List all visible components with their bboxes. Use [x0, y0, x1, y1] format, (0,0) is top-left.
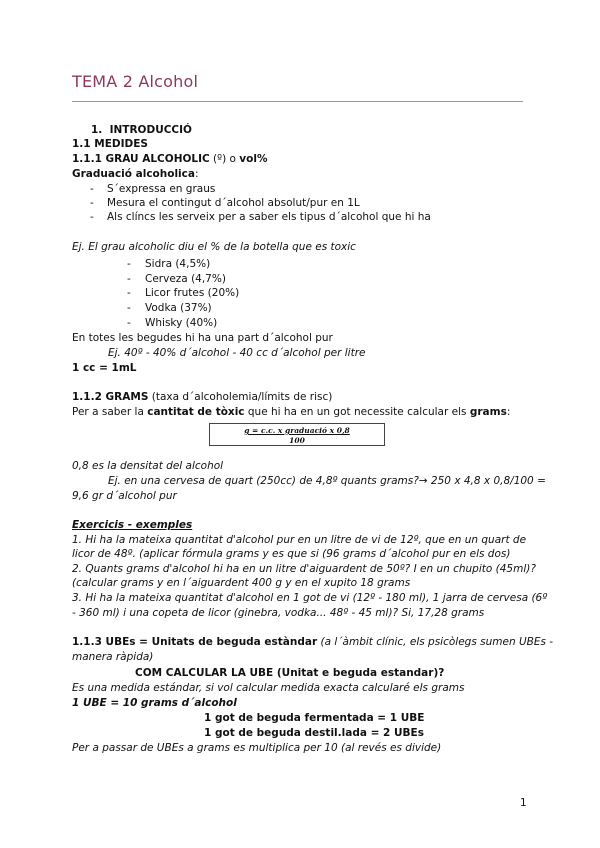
densitat-text: 0,8 es la densitat del alcohol: [72, 460, 224, 472]
grams-line-a: Per a saber la: [72, 406, 148, 418]
list-item: Als clíncs les serveix per a saber els tipus d´alcohol que hi ha: [107, 211, 431, 223]
fermentada-text: 1 got de beguda fermentada = 1 UBE: [204, 712, 425, 724]
page-number: 1: [520, 797, 527, 809]
medida-text: Es una medida estándar, si vol calcular medida exacta calcularé els grams: [72, 682, 465, 694]
grams-line-b: cantitat de tòxic: [147, 406, 245, 418]
title-divider: [72, 101, 523, 102]
graduacio-colon: :: [194, 168, 199, 180]
bullet-dash: -: [127, 317, 131, 329]
grams-rest: (taxa d´alcoholemia/límits de risc): [148, 391, 333, 403]
drink-item: Cerveza (4,7%): [145, 273, 226, 285]
grams-line-e: :: [506, 406, 511, 418]
graduacio-label: [72, 167, 199, 181]
passar-text: Per a passar de UBEs a grams es multiplica per 10 (al revés es divide): [72, 742, 442, 754]
exercise-line: 2. Quants grams d'alcohol hi ha en un litre d'aiguardent de 50º? I en un chupito (45ml)?: [72, 563, 536, 575]
exercise-line: licor de 48º. (aplicar fórmula grams y es que si (96 grams d´alcohol pur en els dos): [72, 548, 511, 560]
drink-item: Sidra (4,5%): [145, 258, 211, 270]
graduacio-label-text: Graduació alcoholica: [72, 168, 195, 180]
grams-line-c: que hi ha en un got necessite calcular els: [244, 406, 470, 418]
formula-denominator: 100: [289, 436, 305, 445]
ube-heading: [72, 635, 553, 649]
bullet-dash: -: [127, 273, 131, 285]
example-40: Ej. 40º - 40% d´alcohol - 40 cc d´alcohol per litre: [108, 347, 366, 359]
example-cerveza-line1: Ej. en una cervesa de quart (250cc) de 4,8º quants grams?→ 250 x 4,8 x 0,8/100 =: [108, 475, 546, 487]
bullet-dash: -: [90, 197, 94, 209]
destilada-text: 1 got de beguda destil.lada = 2 UBEs: [204, 727, 424, 739]
all-drinks-text: En totes les begudes hi ha una part d´alcohol pur: [72, 332, 333, 344]
example-cerveza-line2: 9,6 gr d´alcohol pur: [72, 490, 177, 502]
grau-suffix: vol%: [239, 153, 268, 165]
drink-item: Vodka (37%): [145, 302, 212, 314]
grams-formula-box: [209, 423, 385, 446]
bullet-dash: -: [127, 287, 131, 299]
ube-prefix: 1.1.3 UBEs = Unitats de beguda estàndar: [72, 636, 318, 648]
bullet-dash: -: [90, 211, 94, 223]
ube-heading-line2: manera ràpida): [72, 651, 154, 663]
grams-line-d: grams: [469, 406, 507, 418]
ube-rest: (a l´àmbit clínic, els psicòlegs sumen UBEs -: [317, 636, 554, 648]
grams-line: [72, 405, 510, 419]
bullet-dash: -: [127, 258, 131, 270]
bullet-dash: -: [90, 183, 94, 195]
grau-alcoholic-heading: [72, 152, 267, 166]
exercise-line: (calcular grams y en l´aiguardent 400 g y en el xupito 18 grams: [72, 577, 411, 589]
section-medides-heading: 1.1 MEDIDES: [72, 138, 148, 150]
exercise-line: 1. Hi ha la mateixa quantitat d'alcohol pur en un litre de vi de 12º, que en un quart de: [72, 534, 527, 546]
bullet-dash: -: [127, 302, 131, 314]
list-item: Mesura el contingut d´alcohol absolut/pur en 1L: [107, 197, 360, 209]
exercicis-heading: Exercicis - exemples: [72, 519, 193, 531]
com-calcular-heading: COM CALCULAR LA UBE (Unitat e beguda estandar)?: [135, 667, 445, 679]
list-item: S´expressa en graus: [107, 183, 216, 195]
cc-ml-text: 1 cc = 1mL: [72, 362, 137, 374]
grams-heading: [72, 390, 332, 404]
formula-numerator: g = c.c. x graduació x 0,8: [244, 426, 350, 435]
section-intro-heading: 1. INTRODUCCIÓ: [91, 124, 192, 136]
grams-prefix: 1.1.2 GRAMS: [72, 391, 149, 403]
drink-item: Whisky (40%): [145, 317, 218, 329]
example-intro: Ej. El grau alcoholic diu el % de la botella que es toxic: [72, 241, 356, 253]
exercise-line: 3. Hi ha la mateixa quantitat d'alcohol en 1 got de vi (12º - 180 ml), 1 jarra de cervesa (6º: [72, 592, 548, 604]
page-title: TEMA 2 Alcohol: [72, 72, 199, 91]
grau-prefix: 1.1.1 GRAU ALCOHOLIC: [72, 153, 210, 165]
drink-item: Licor frutes (20%): [145, 287, 240, 299]
exercise-line: - 360 ml) i una copeta de licor (ginebra, vodka... 48º - 45 ml)? Si, 17,28 grams: [72, 607, 485, 619]
ube-grams-text: 1 UBE = 10 grams d´alcohol: [72, 697, 237, 709]
grau-mid: (º) o: [209, 153, 240, 165]
